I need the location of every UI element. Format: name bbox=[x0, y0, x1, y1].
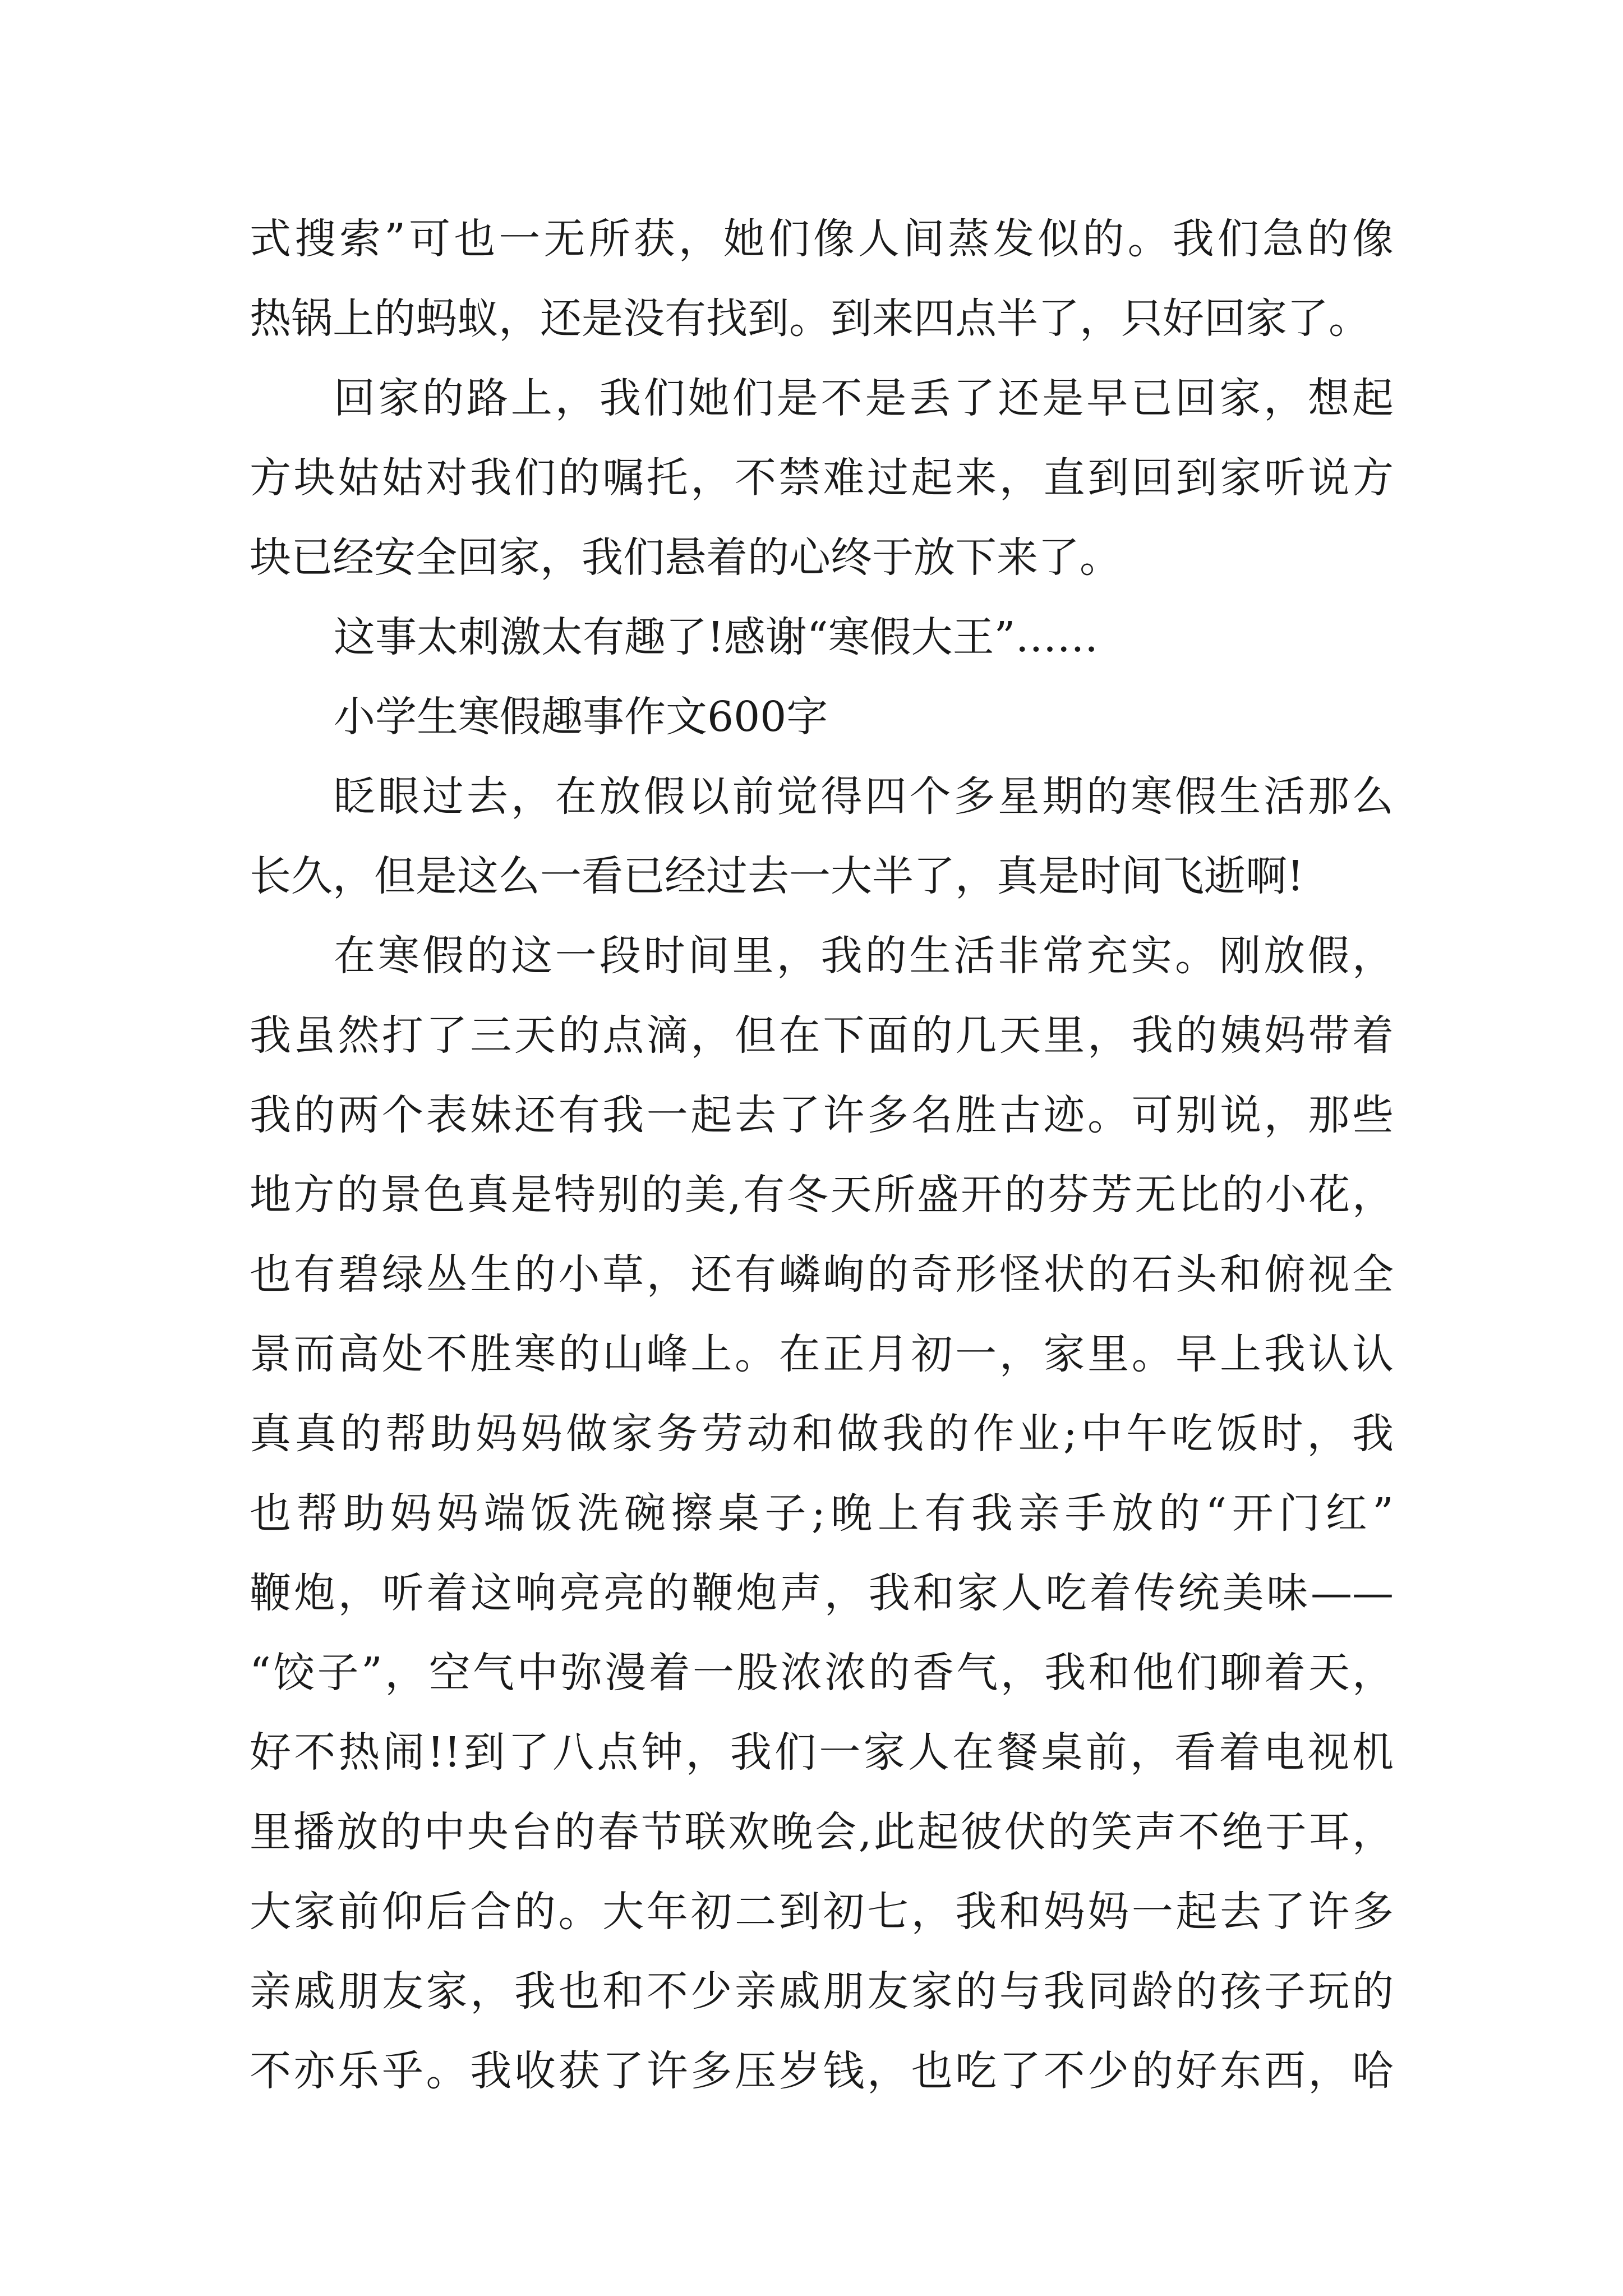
text-line: 亲戚朋友家，我也和不少亲戚朋友家的与我同龄的孩子玩的 bbox=[250, 1967, 1394, 2016]
text-line: 我虽然打了三天的点滴，但在下面的几天里，我的姨妈带着 bbox=[250, 1011, 1394, 1060]
text-line: 也帮助妈妈端饭洗碗擦桌子;晚上有我亲手放的“开门红” bbox=[250, 1489, 1394, 1538]
text-line: 里播放的中央台的春节联欢晚会,此起彼伏的笑声不绝于耳， bbox=[250, 1808, 1394, 1856]
essay-body bbox=[250, 199, 1394, 2111]
text-line: 好不热闹!!到了八点钟，我们一家人在餐桌前，看着电视机 bbox=[250, 1728, 1394, 1777]
text-line: 块已经安全回家，我们悬着的心终于放下来了。 bbox=[250, 533, 1121, 582]
text-line: 这事太刺激太有趣了!感谢“寒假大王”…… bbox=[334, 613, 1099, 661]
text-line: 式搜索”可也一无所获，她们像人间蒸发似的。我们急的像 bbox=[250, 215, 1394, 263]
text-line: 长久，但是这么一看已经过去一大半了，真是时间飞逝啊! bbox=[250, 852, 1304, 900]
text-line: 回家的路上，我们她们是不是丢了还是早已回家，想起 bbox=[334, 374, 1394, 422]
text-line: 真真的帮助妈妈做家务劳动和做我的作业;中午吃饭时，我 bbox=[250, 1410, 1394, 1458]
text-line: 地方的景色真是特别的美,有冬天所盛开的芬芳无比的小花， bbox=[250, 1171, 1394, 1219]
text-line: 小学生寒假趣事作文600字 bbox=[334, 693, 828, 741]
text-line: 不亦乐乎。我收获了许多压岁钱，也吃了不少的好东西，哈 bbox=[250, 2047, 1394, 2095]
text-line: 眨眼过去，在放假以前觉得四个多星期的寒假生活那么 bbox=[334, 772, 1394, 821]
text-line: 鞭炮，听着这响亮亮的鞭炮声，我和家人吃着传统美味—— bbox=[250, 1569, 1394, 1617]
text-line: 大家前仰后合的。大年初二到初七，我和妈妈一起去了许多 bbox=[250, 1888, 1394, 1936]
text-line: 热锅上的蚂蚁，还是没有找到。到来四点半了，只好回家了。 bbox=[250, 295, 1370, 343]
text-line: “饺子”，空气中弥漫着一股浓浓的香气，我和他们聊着天， bbox=[250, 1649, 1394, 1697]
text-line: 在寒假的这一段时间里，我的生活非常充实。刚放假， bbox=[334, 932, 1394, 980]
text-line: 方块姑姑对我们的嘱托，不禁难过起来，直到回到家听说方 bbox=[250, 454, 1394, 502]
text-line: 我的两个表妹还有我一起去了许多名胜古迹。可别说，那些 bbox=[250, 1091, 1394, 1139]
text-line: 景而高处不胜寒的山峰上。在正月初一，家里。早上我认认 bbox=[250, 1330, 1394, 1378]
text-line: 也有碧绿丛生的小草，还有嶙峋的奇形怪状的石头和俯视全 bbox=[250, 1250, 1394, 1299]
